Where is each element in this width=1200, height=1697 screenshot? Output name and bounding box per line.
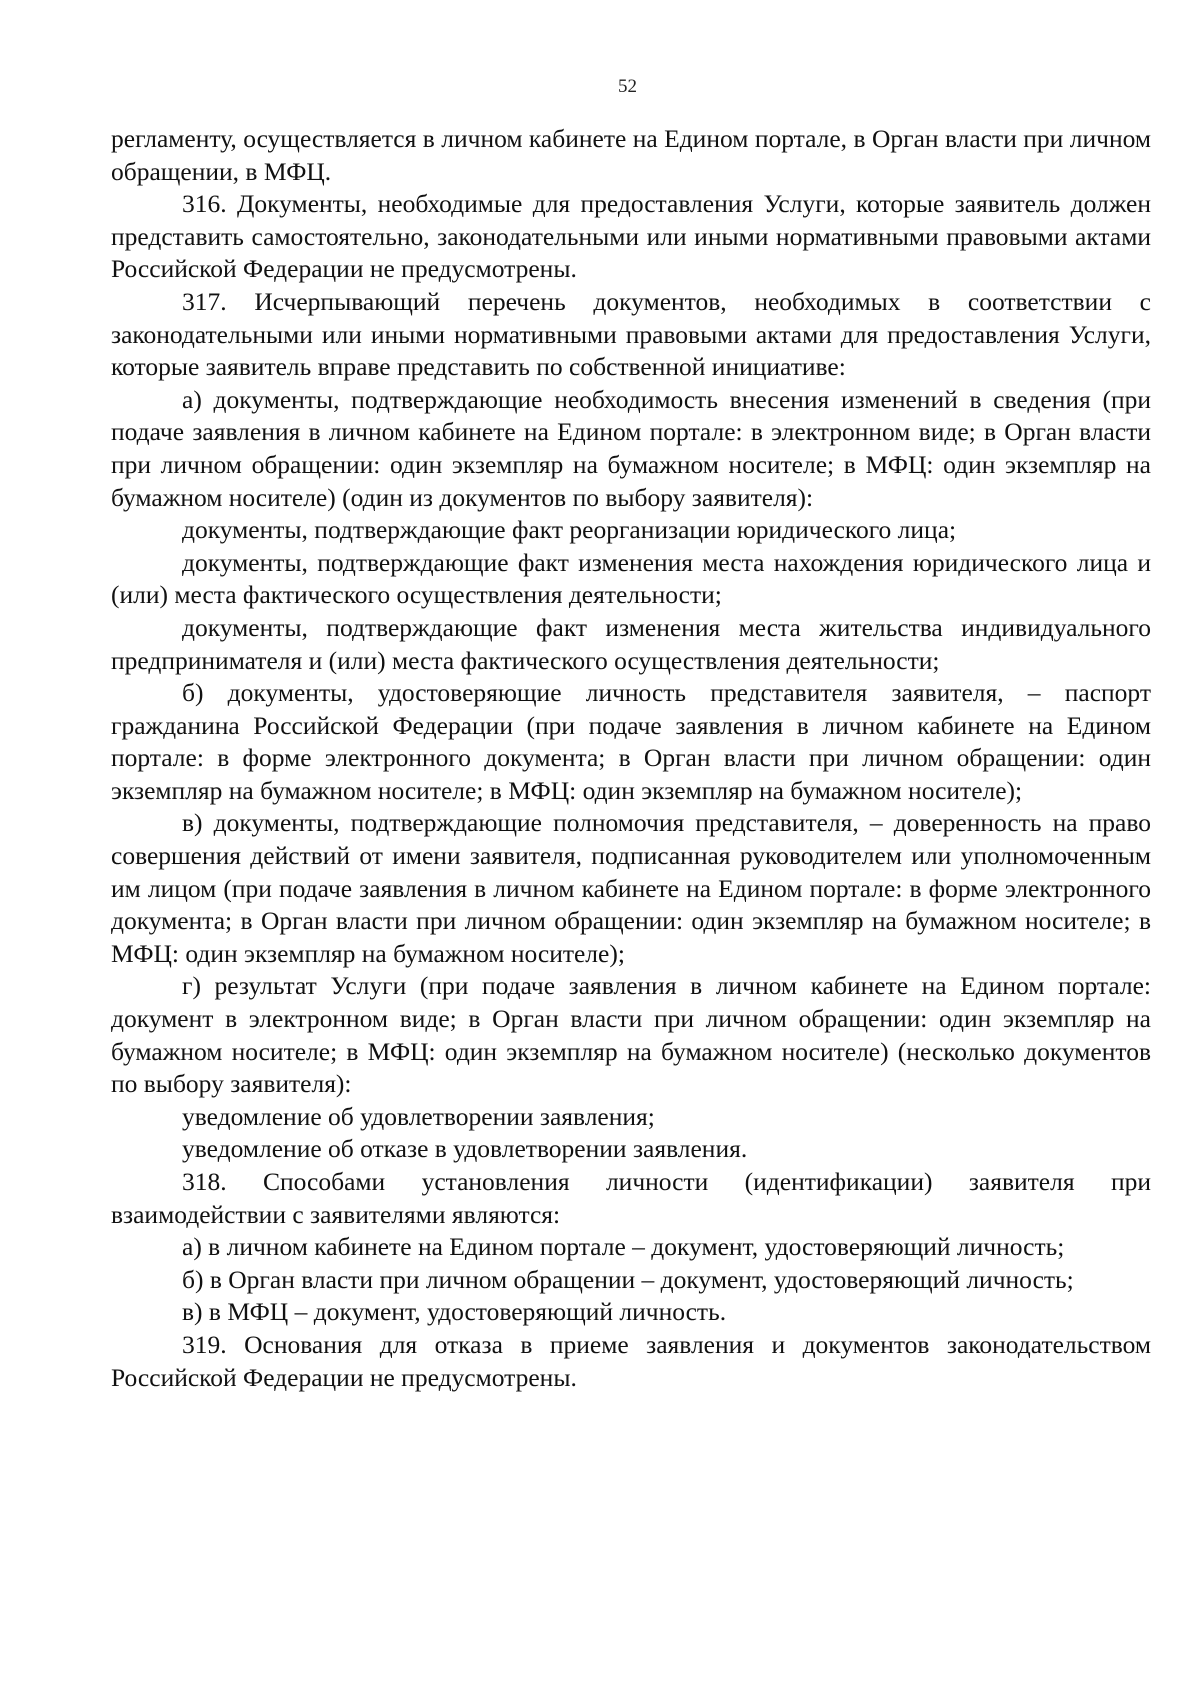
paragraph-317: 317. Исчерпывающий перечень документов, необходимых в соответствии с законодательными или иными нормативными правовыми актами для предоставления Услуги, которые заявитель вправе представить по собственной инициативе: bbox=[111, 286, 1151, 382]
paragraph-316: 316. Документы, необходимые для предоставления Услуги, которые заявитель должен представить самостоятельно, законодательными или иными нормативными правовыми актами Российской Федерации не предусмотрены. bbox=[111, 189, 1151, 284]
list-item: уведомление об отказе в удовлетворении заявления. bbox=[182, 1134, 748, 1164]
paragraph-317-g: г) результат Услуги (при подаче заявления в личном кабинете на Едином портале: документ в электронном виде; в Орган власти при личном обращении: один экземпляр на бумажном носителе; в МФЦ: один экземпляр на бумажном носителе) (несколько документов по выбору заявителя): bbox=[111, 971, 1151, 1099]
paragraph-318-b: б) в Орган власти при личном обращении – документ, удостоверяющий личность; bbox=[182, 1264, 1074, 1294]
page-number: 52 bbox=[618, 76, 637, 97]
list-item: документы, подтверждающие факт изменения места нахождения юридического лица и (или) места фактического осуществления деятельности; bbox=[111, 547, 1151, 610]
document-body bbox=[111, 123, 1151, 1394]
paragraph-continuation: регламенту, осуществляется в личном кабинете на Едином портале, в Орган власти при личном обращении, в МФЦ. bbox=[111, 124, 1151, 186]
list-item: документы, подтверждающие факт реорганизации юридического лица; bbox=[182, 515, 957, 545]
paragraph-317-v: в) документы, подтверждающие полномочия представителя, – доверенность на право совершения действий от имени заявителя, подписанная руководителем или уполномоченным им лицом (при подаче заявления в личном кабинете на Едином портале: в форме электронного документа; в Орган власти при личном обращении: один экземпляр на бумажном носителе; в МФЦ: один экземпляр на бумажном носителе); bbox=[111, 808, 1151, 968]
paragraph-318-a: а) в личном кабинете на Едином портале – документ, удостоверяющий личность; bbox=[182, 1232, 1065, 1262]
list-item: документы, подтверждающие факт изменения места жительства индивидуального предпринимателя и (или) места фактического осуществления деятельности; bbox=[111, 612, 1151, 675]
paragraph-318: 318. Способами установления личности (идентификации) заявителя при взаимодействии с заявителями являются: bbox=[111, 1167, 1151, 1229]
list-item: уведомление об удовлетворении заявления; bbox=[182, 1101, 655, 1131]
paragraph-317-a: а) документы, подтверждающие необходимость внесения изменений в сведения (при подаче заявления в личном кабинете на Едином портале: в электронном виде; в Орган власти при личном обращении: один экземпляр на бумажном носителе; в МФЦ: один экземпляр на бумажном носителе) (один из документов по выбору заявителя): bbox=[111, 384, 1151, 512]
paragraph-318-v: в) в МФЦ – документ, удостоверяющий личность. bbox=[182, 1297, 727, 1327]
paragraph-319: 319. Основания для отказа в приеме заявления и документов законодательством Российской Федерации не предусмотрены. bbox=[111, 1329, 1151, 1392]
paragraph-317-b: б) документы, удостоверяющие личность представителя заявителя, – паспорт гражданина Российской Федерации (при подаче заявления в личном кабинете на Едином портале: в форме электронного документа; в Орган власти при личном обращении: один экземпляр на бумажном носителе; в МФЦ: один экземпляр на бумажном носителе); bbox=[111, 678, 1151, 805]
